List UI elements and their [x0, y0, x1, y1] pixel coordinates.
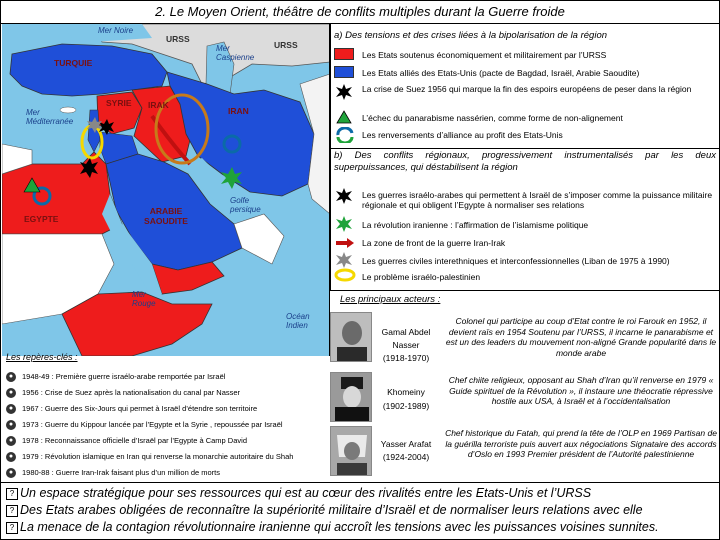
arafat-portrait: [330, 426, 372, 476]
label-egypte: EGYPTE: [24, 214, 59, 224]
conclusion-3: [6, 520, 716, 534]
middle-east-map: [2, 24, 330, 356]
legend-b-item-5: Le problème israélo-palestinien: [362, 272, 481, 282]
label-mer-mediterranee: Mer Méditerranée: [26, 108, 74, 126]
repere-item: [6, 404, 324, 414]
section-a-title: a) Des tensions et des crises liées à la bipolarisation de la région: [334, 30, 608, 41]
label-urss-2: URSS: [274, 40, 298, 50]
frame-section-divider: [330, 148, 720, 149]
label-golfe-persique: Golfe persique: [230, 196, 261, 214]
nasser-description: Colonel qui participe au coup d’Etat contre le roi Farouk en 1952, il devient raïs en 1954 Soutenu par l’URSS, il incarne le panarabisme et est un des leaders du mouvement non-aligné Grande popularité dans le monde arabe: [445, 316, 717, 358]
repere-item: [6, 372, 324, 382]
conclusion-text: Des Etats arabes obligées de reconnaître la supériorité militaire d’Israël et de normaliser leurs relations avec elle: [20, 503, 643, 517]
black-burst-icon-b: [334, 188, 356, 202]
nasser-dates: (1918-1970): [382, 353, 430, 363]
repere-item: [6, 420, 324, 430]
oman-shape: [234, 214, 284, 264]
bullet-icon: ●: [6, 420, 16, 430]
red-arrow-icon: [334, 236, 356, 250]
actors-title: Les principaux acteurs :: [340, 294, 441, 305]
page-title: 2. Le Moyen Orient, théâtre de conflits multiples durant la Guerre froide: [0, 0, 720, 24]
conclusion-text: Un espace stratégique pour ses ressources qui est au cœur des rivalités entre les Etats-Unis et l’URSS: [20, 486, 592, 500]
khomeiny-name: Khomeiny: [387, 387, 425, 397]
legend-a-item-4: L’échec du panarabisme nassérien, comme forme de non-alignement: [362, 113, 623, 123]
khomeiny-portrait: [330, 372, 372, 422]
legend-a-item-3: La crise de Suez 1956 qui marque la fin des espoirs européens de peser dans la région: [362, 84, 692, 94]
conclusion-1: [6, 486, 716, 500]
frame-left: [0, 24, 1, 540]
alliance-arrows-icon: [334, 127, 356, 141]
legend-b-item-3: La zone de front de la guerre Iran-Irak: [362, 238, 506, 248]
label-ocean-indien: Océan Indien: [286, 312, 310, 330]
repere-text: 1978 : Reconnaissance officielle d’Israël par l’Egypte à Camp David: [22, 436, 247, 445]
legend-a-item-5: Les renversements d’alliance au profit des Etats-Unis: [362, 130, 563, 140]
label-urss-1: URSS: [166, 34, 190, 44]
repere-text: 1979 : Révolution islamique en Iran qui renverse la monarchie autoritaire du Shah: [22, 452, 294, 461]
legend-b-item-1: Les guerres israélo-arabes qui permettent à Israël de s’imposer comme la puissance militaire régionale et qui obligent l’Egypte à normaliser ses relations: [362, 190, 713, 210]
bullet-icon: ●: [6, 388, 16, 398]
turquie-shape: [10, 44, 167, 96]
bullet-icon: ●: [6, 404, 16, 414]
repere-text: 1980-88 : Guerre Iran-Irak faisant plus d’un million de morts: [22, 468, 221, 477]
repere-text: 1973 : Guerre du Kippour lancée par l’Egypte et la Syrie , repoussée par Israël: [22, 420, 283, 429]
legend-b-item-2: La révolution iranienne : l’affirmation de l’islamisme politique: [362, 220, 589, 230]
legend-a-item-2: Les Etats alliés des Etats-Unis (pacte de Bagdad, Israël, Arabie Saoudite): [362, 68, 640, 78]
arafat-description: Chef historique du Fatah, qui prend la tête de l’OLP en 1969 Partisan de la guérilla terroriste puis auvert aux négociations Signataire des accords d’Oslo en 1993 Premier président de l’Autorité palestinienne: [445, 428, 717, 459]
legend-b-item-4: Les guerres civiles interethniques et interconfessionnelles (Liban de 1975 à 1990): [362, 256, 670, 266]
label-irak: IRAK: [148, 100, 169, 110]
khomeiny-description: Chef chiite religieux, opposant au Shah d’Iran qu’il renverse en 1979 « Guide spirituel de la Révolution », il instaure une théocratie répressive hostile aux USA, à Israël et à l’occidentalisation: [448, 375, 714, 406]
repere-text: 1967 : Guerre des Six-Jours qui permet à Israël d’étendre son territoire: [22, 404, 258, 413]
conclusion-text: La menace de la contagion révolutionnaire iranienne qui accroît les tensions avec les puissances voisines sunnites.: [20, 520, 659, 534]
label-arabie: ARABIE SAOUDITE: [144, 206, 188, 226]
map-svg: [2, 24, 330, 356]
legend-a-item-1: Les Etats soutenus économiquement et militairement par l’URSS: [362, 50, 607, 60]
frame-actors-divider: [330, 290, 720, 291]
repere-item: [6, 436, 324, 446]
black-burst-icon: [334, 84, 356, 98]
red-square-icon: [334, 48, 356, 62]
repere-item: [6, 468, 324, 478]
nasser-portrait: [330, 312, 372, 362]
label-mer-rouge: Mer Rouge: [132, 290, 156, 308]
arafat-name: Yasser Arafat: [380, 439, 432, 449]
arafat-dates: (1924-2004): [382, 452, 430, 462]
repere-text: 1948-49 : Première guerre israélo-arabe remportée par Israël: [22, 372, 226, 381]
bullet-icon: ●: [6, 452, 16, 462]
khomeiny-dates: (1902-1989): [382, 401, 430, 411]
bullet-icon: ●: [6, 436, 16, 446]
label-iran: IRAN: [228, 106, 249, 116]
section-b-title: b) Des conflits régionaux, progressivement instrumentalisés par les deux superpuissances, qui déstabilisent la région: [334, 150, 716, 173]
reperes-title: Les repères-clés :: [6, 352, 78, 362]
bullet-icon: ●: [6, 468, 16, 478]
green-triangle-icon: [334, 110, 356, 124]
blue-square-icon: [334, 66, 356, 80]
grey-burst-icon: [334, 252, 356, 266]
checkbox-icon: ?: [6, 522, 18, 534]
repere-text: 1956 : Crise de Suez après la nationalisation du canal par Nasser: [22, 388, 241, 397]
label-mer-noire: Mer Noire: [98, 26, 134, 35]
frame-divider: [330, 24, 331, 290]
label-mer-caspienne: Mer Caspienne: [216, 44, 255, 62]
bullet-icon: ●: [6, 372, 16, 382]
yellow-ellipse-icon: [334, 268, 356, 282]
green-burst-icon: [334, 216, 356, 230]
checkbox-icon: ?: [6, 505, 18, 517]
repere-item: [6, 452, 324, 462]
checkbox-icon: ?: [6, 488, 18, 500]
conclusion-2: [6, 503, 716, 517]
frame-bottom-divider: [0, 482, 720, 483]
label-syrie: SYRIE: [106, 98, 132, 108]
nasser-name: Gamal Abdel Nasser: [381, 327, 431, 350]
label-turquie: TURQUIE: [54, 58, 93, 68]
repere-item: [6, 388, 324, 398]
